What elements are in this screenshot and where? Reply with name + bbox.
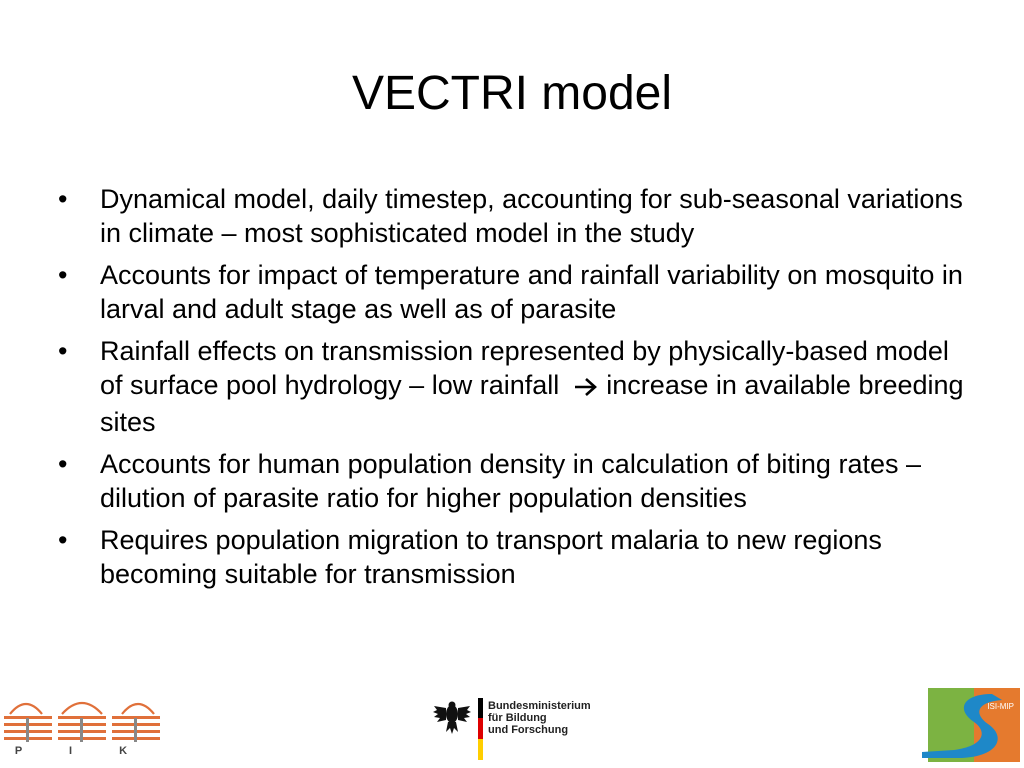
bullet-text: Accounts for impact of temperature and rainfall variability on mosquito in larval and adult stage as well as of parasite [100, 260, 963, 324]
bullet-text: Accounts for human population density in calculation of biting rates – dilution of parasite ratio for higher population densities [100, 449, 921, 513]
bmbf-logo [432, 696, 632, 760]
right-arrow-icon [573, 371, 599, 405]
bullet-text: Dynamical model, daily timestep, accounting for sub-seasonal variations in climate – most sophisticated model in the study [100, 184, 963, 248]
bullet-marker: • [58, 336, 68, 366]
bullet-text: Requires population migration to transport malaria to new regions becoming suitable for transmission [100, 525, 882, 589]
bullet-item [58, 258, 973, 326]
bullet-item [58, 334, 973, 439]
german-flag-stripe [478, 698, 483, 760]
isimip-logo-icon [922, 688, 1020, 762]
bullet-item [58, 447, 973, 515]
bullet-list [58, 182, 973, 599]
bullet-text-continued: increase in available breeding sites [100, 370, 964, 437]
bullet-text: Rainfall effects on transmission represented by physically-based model of surface pool hydrology – low rainfall [100, 336, 949, 400]
pik-label: P I K [14, 745, 150, 757]
isimip-logo [922, 688, 1020, 762]
bullet-item [58, 523, 973, 591]
bullet-item [58, 182, 973, 250]
slide-title: VECTRI model [351, 67, 673, 120]
bmbf-text [488, 700, 591, 736]
isimip-label: ISI-MIP [987, 702, 1014, 711]
pik-logo [2, 690, 162, 766]
pik-logo-icon [2, 690, 162, 746]
bullet-marker: • [58, 525, 68, 555]
bmbf-line: und Forschung [488, 724, 569, 736]
bullet-marker: • [58, 260, 68, 290]
federal-eagle-icon [432, 700, 472, 736]
bmbf-line: Bundesministerium [488, 700, 591, 712]
bullet-marker: • [58, 449, 68, 479]
bmbf-line: für Bildung [488, 712, 547, 724]
bullet-marker: • [58, 184, 68, 214]
